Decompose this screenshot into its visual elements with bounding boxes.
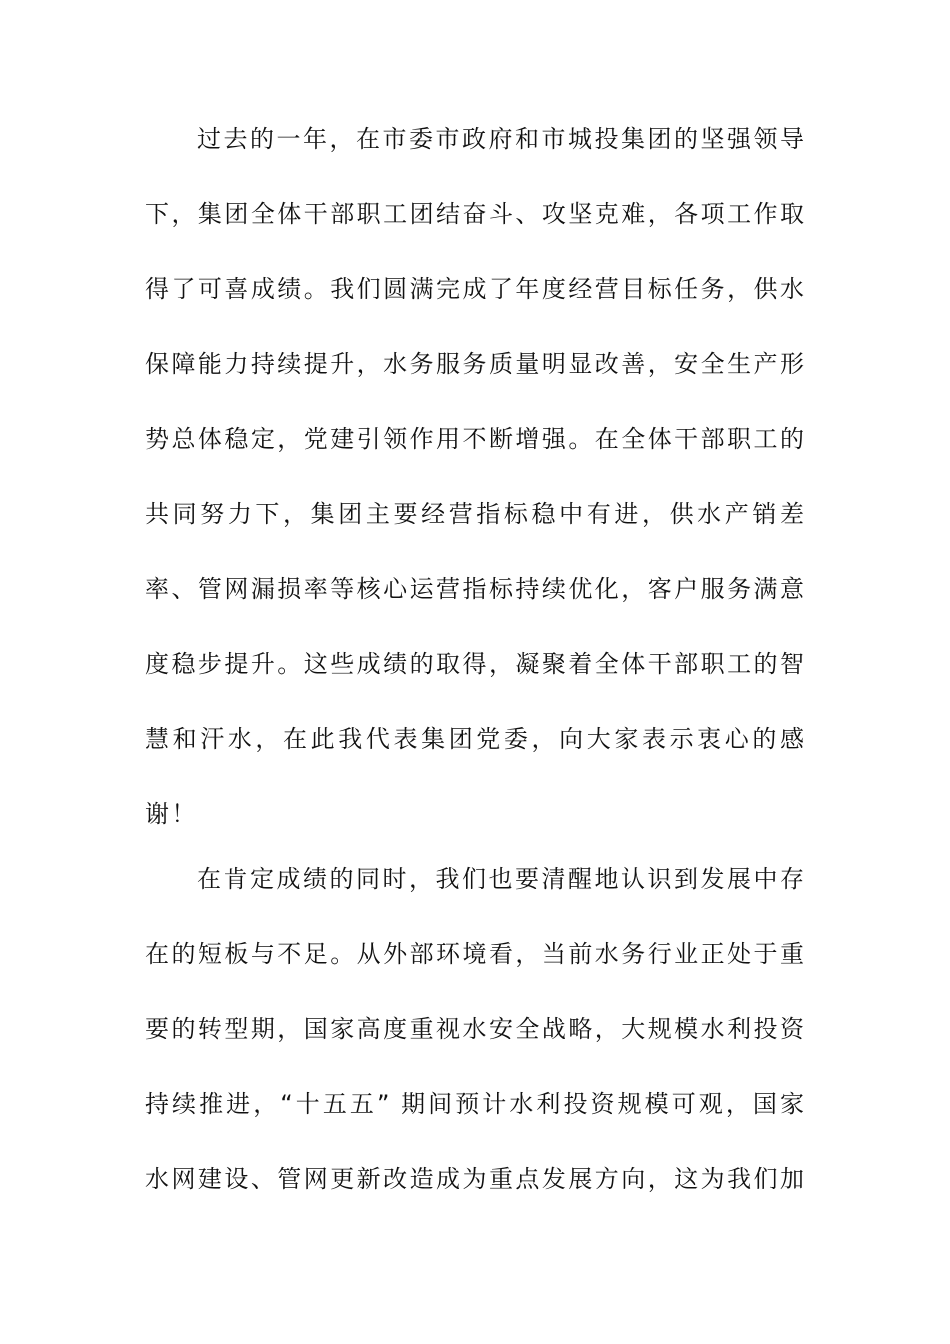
text-line: 势总体稳定，党建引领作用不断增强。在全体干部职工的 [145, 425, 805, 453]
text-line: 得了可喜成绩。我们圆满完成了年度经营目标任务，供水 [145, 275, 805, 303]
text-line: 共同努力下，集团主要经营指标稳中有进，供水产销差 [145, 500, 805, 528]
text-line: 水网建设、管网更新改造成为重点发展方向，这为我们加 [145, 1165, 805, 1193]
text-line: 过去的一年，在市委市政府和市城投集团的坚强领导 [197, 125, 805, 153]
text-line: 慧和汗水，在此我代表集团党委，向大家表示衷心的感 [145, 725, 805, 753]
text-line: 保障能力持续提升，水务服务质量明显改善，安全生产形 [145, 350, 805, 378]
paragraph-1 [145, 102, 805, 852]
text-line: 谢！ [145, 800, 198, 828]
text-line: 要的转型期，国家高度重视水安全战略，大规模水利投资 [145, 1015, 805, 1043]
paragraph-2 [145, 842, 805, 1217]
document-page [145, 102, 805, 1217]
text-line: 率、管网漏损率等核心运营指标持续优化，客户服务满意 [145, 575, 805, 603]
text-line: 下，集团全体干部职工团结奋斗、攻坚克难，各项工作取 [145, 200, 805, 228]
text-line: 持续推进，“十五五” 期间预计水利投资规模可观，国家 [145, 1090, 805, 1118]
text-line: 在肯定成绩的同时，我们也要清醒地认识到发展中存 [197, 865, 805, 893]
text-line: 度稳步提升。这些成绩的取得，凝聚着全体干部职工的智 [145, 650, 805, 678]
text-line: 在的短板与不足。从外部环境看，当前水务行业正处于重 [145, 940, 805, 968]
